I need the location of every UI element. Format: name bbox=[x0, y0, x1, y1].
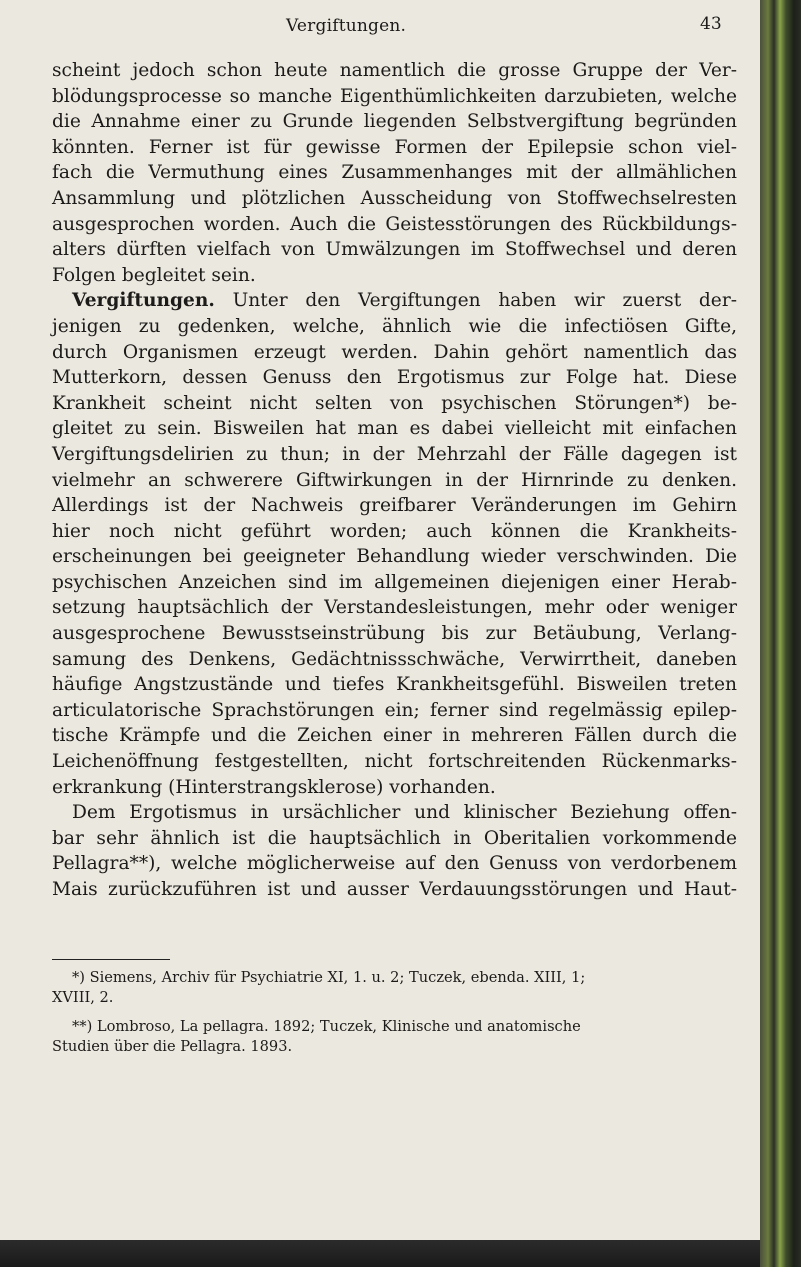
section-heading: Vergiftungen. bbox=[72, 290, 215, 312]
text-line: Mais zurückzuführen ist und ausser Verdauungsstörungen und Haut- bbox=[52, 879, 737, 900]
running-head: Vergiftungen. bbox=[286, 16, 407, 36]
body-text bbox=[52, 58, 737, 903]
text-line: samung des Denkens, Gedächtnissschwäche, Verwirrtheit, daneben bbox=[52, 648, 737, 670]
text-line: alters dürften vielfach von Umwälzungen im Stoffwechsel und deren bbox=[52, 239, 737, 261]
text-line: häufige Angstzustände und tiefes Krankheitsgefühl. Bisweilen treten bbox=[52, 674, 737, 696]
footnote-rule bbox=[52, 959, 170, 960]
text-line: bar sehr ähnlich ist die hauptsächlich in Oberitalien vorkommende bbox=[52, 827, 737, 849]
text-line: erscheinungen bei geeigneter Behandlung wieder verschwinden. Die bbox=[52, 546, 737, 568]
text-line: scheint jedoch schon heute namentlich die grosse Gruppe der Ver- bbox=[52, 60, 737, 81]
text-line: Leichenöffnung festgestellten, nicht fortschreitenden Rückenmarks- bbox=[52, 751, 737, 773]
text-line: fach die Vermuthung eines Zusammenhanges mit der allmählichen bbox=[52, 162, 737, 184]
text-line: Ansammlung und plötzlichen Ausscheidung von Stoffwechselresten bbox=[52, 187, 737, 209]
text-line: erkrankung (Hinterstrangsklerose) vorhanden. bbox=[52, 776, 496, 798]
footnote-line: XVIII, 2. bbox=[52, 988, 114, 1006]
text-line: psychischen Anzeichen sind im allgemeinen diejenigen einer Herab- bbox=[52, 571, 737, 593]
text-line-rest: Unter den Vergiftungen haben wir zuerst der- bbox=[232, 290, 737, 312]
text-line: Krankheit scheint nicht selten von psychischen Störungen*) be- bbox=[52, 392, 737, 414]
text-line: Vergiftungsdelirien zu thun; in der Mehrzahl der Fälle dagegen ist bbox=[52, 443, 737, 465]
scan-right-edge bbox=[760, 0, 801, 1267]
text-line: die Annahme einer zu Grunde liegenden Selbstvergiftung begründen bbox=[52, 111, 737, 133]
text-line: könnten. Ferner ist für gewisse Formen der Epilepsie schon viel- bbox=[52, 136, 737, 158]
text-line: Pellagra**), welche möglicherweise auf den Genuss von verdorbenem bbox=[52, 853, 737, 875]
text-line: ausgesprochen worden. Auch die Geistesstörungen des Rückbildungs- bbox=[52, 213, 737, 235]
section-first-line bbox=[52, 288, 737, 314]
text-line: setzung hauptsächlich der Verstandesleistungen, mehr oder weniger bbox=[52, 597, 737, 619]
text-line: Allerdings ist der Nachweis greifbarer Veränderungen im Gehirn bbox=[52, 495, 737, 517]
text-line: hier noch nicht geführt worden; auch können die Krankheits- bbox=[52, 520, 737, 542]
text-line: Mutterkorn, dessen Genuss den Ergotismus zur Folge hat. Diese bbox=[52, 367, 737, 389]
footnotes bbox=[52, 968, 737, 1056]
text-line: Dem Ergotismus in ursächlicher und klinischer Beziehung offen- bbox=[72, 802, 737, 824]
text-line: durch Organismen erzeugt werden. Dahin gehört namentlich das bbox=[52, 341, 737, 363]
footnote-line: *) Siemens, Archiv für Psychiatrie XI, 1. u. 2; Tuczek, ebenda. XIII, 1; bbox=[72, 969, 586, 986]
footnote-line: **) Lombroso, La pellagra. 1892; Tuczek, Klinische und anatomische bbox=[72, 1018, 581, 1035]
text-line: Folgen begleitet sein. bbox=[52, 264, 256, 286]
page-header bbox=[0, 12, 760, 42]
text-line: vielmehr an schwerere Giftwirkungen in der Hirnrinde zu denken. bbox=[52, 469, 737, 491]
footnote-line: Studien über die Pellagra. 1893. bbox=[52, 1037, 293, 1055]
text-line: ausgesprochene Bewusstseinstrübung bis zur Betäubung, Verlang- bbox=[52, 623, 737, 645]
text-line: jenigen zu gedenken, welche, ähnlich wie die infectiösen Gifte, bbox=[52, 315, 737, 337]
text-line: blödungsprocesse so manche Eigenthümlichkeiten darzubieten, welche bbox=[52, 85, 737, 107]
text-line: articulatorische Sprachstörungen ein; ferner sind regelmässig epilep- bbox=[52, 699, 737, 721]
text-line: tische Krämpfe und die Zeichen einer in mehreren Fällen durch die bbox=[52, 725, 737, 747]
scan-bottom-edge bbox=[0, 1240, 760, 1267]
page-number: 43 bbox=[700, 14, 722, 34]
text-line: gleitet zu sein. Bisweilen hat man es dabei vielleicht mit einfachen bbox=[52, 418, 737, 440]
